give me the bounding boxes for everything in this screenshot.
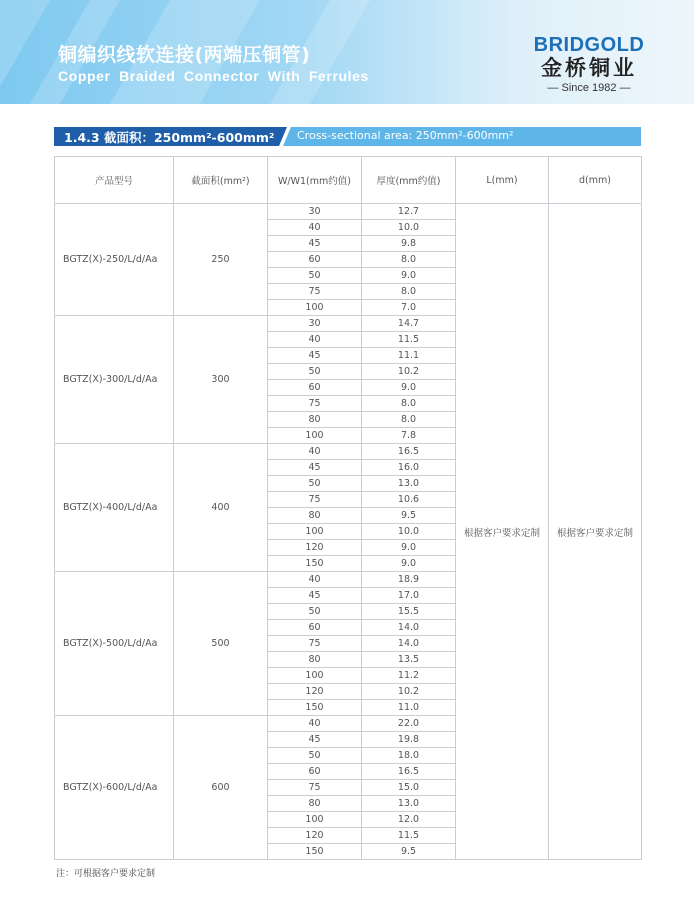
page-title-cn: 铜编织线软连接(两端压铜管) <box>58 44 311 66</box>
cell-area: 400 <box>174 444 268 572</box>
table-row <box>55 204 642 220</box>
column-header-width: W/W1(mm约值) <box>268 157 362 204</box>
cell-thickness: 7.8 <box>362 428 456 444</box>
cell-width: 50 <box>268 476 362 492</box>
section-heading <box>54 127 641 146</box>
cell-width: 45 <box>268 348 362 364</box>
cell-width: 60 <box>268 252 362 268</box>
cell-thickness: 11.0 <box>362 700 456 716</box>
cell-thickness: 9.8 <box>362 236 456 252</box>
cell-width: 80 <box>268 412 362 428</box>
cell-width: 50 <box>268 748 362 764</box>
page-title-en: Copper Braided Connector With Ferrules <box>58 68 369 84</box>
cell-thickness: 15.5 <box>362 604 456 620</box>
cell-thickness: 14.7 <box>362 316 456 332</box>
cell-width: 150 <box>268 700 362 716</box>
cell-thickness: 8.0 <box>362 412 456 428</box>
cell-area: 600 <box>174 716 268 860</box>
cell-length-custom: 根据客户要求定制 <box>456 204 549 860</box>
cell-model: BGTZ(X)-300/L/d/Aa <box>55 316 174 444</box>
section-title-cn: 1.4.3 截面积：250mm²-600mm² <box>64 130 275 145</box>
cell-thickness: 9.5 <box>362 844 456 860</box>
cell-model: BGTZ(X)-600/L/d/Aa <box>55 716 174 860</box>
cell-thickness: 13.0 <box>362 796 456 812</box>
column-header-length: L(mm) <box>456 157 549 204</box>
cell-thickness: 10.2 <box>362 684 456 700</box>
column-header-diameter: d(mm) <box>549 157 642 204</box>
cell-width: 120 <box>268 828 362 844</box>
table-header-row <box>55 157 642 204</box>
cell-width: 60 <box>268 380 362 396</box>
cell-width: 150 <box>268 556 362 572</box>
cell-width: 120 <box>268 540 362 556</box>
logo-since: — Since 1982 — <box>547 82 631 94</box>
cell-thickness: 9.0 <box>362 540 456 556</box>
cell-width: 75 <box>268 636 362 652</box>
cell-width: 45 <box>268 236 362 252</box>
column-header-thickness: 厚度(mm约值) <box>362 157 456 204</box>
cell-area: 300 <box>174 316 268 444</box>
cell-width: 100 <box>268 428 362 444</box>
cell-thickness: 7.0 <box>362 300 456 316</box>
cell-thickness: 17.0 <box>362 588 456 604</box>
cell-width: 60 <box>268 620 362 636</box>
cell-width: 120 <box>268 684 362 700</box>
cell-thickness: 11.5 <box>362 828 456 844</box>
cell-thickness: 11.1 <box>362 348 456 364</box>
cell-width: 50 <box>268 364 362 380</box>
column-header-model: 产品型号 <box>55 157 174 204</box>
cell-width: 45 <box>268 460 362 476</box>
cell-model: BGTZ(X)-500/L/d/Aa <box>55 572 174 716</box>
cell-diameter-custom: 根据客户要求定制 <box>549 204 642 860</box>
cell-thickness: 10.6 <box>362 492 456 508</box>
cell-thickness: 12.0 <box>362 812 456 828</box>
cell-width: 50 <box>268 604 362 620</box>
cell-thickness: 19.8 <box>362 732 456 748</box>
cell-width: 40 <box>268 572 362 588</box>
cell-thickness: 13.0 <box>362 476 456 492</box>
cell-width: 100 <box>268 668 362 684</box>
cell-thickness: 22.0 <box>362 716 456 732</box>
cell-width: 100 <box>268 300 362 316</box>
cell-thickness: 10.0 <box>362 220 456 236</box>
cell-model: BGTZ(X)-250/L/d/Aa <box>55 204 174 316</box>
cell-width: 45 <box>268 588 362 604</box>
cell-thickness: 11.5 <box>362 332 456 348</box>
cell-thickness: 9.0 <box>362 556 456 572</box>
cell-width: 30 <box>268 204 362 220</box>
cell-thickness: 18.9 <box>362 572 456 588</box>
footnote: 注：可根据客户要求定制 <box>56 869 156 879</box>
cell-width: 75 <box>268 492 362 508</box>
cell-thickness: 8.0 <box>362 284 456 300</box>
cell-width: 30 <box>268 316 362 332</box>
cell-thickness: 10.0 <box>362 524 456 540</box>
spec-table <box>54 156 642 860</box>
cell-width: 100 <box>268 524 362 540</box>
cell-width: 40 <box>268 716 362 732</box>
cell-thickness: 14.0 <box>362 620 456 636</box>
section-title-en: Cross-sectional area: 250mm²-600mm² <box>297 129 514 142</box>
cell-thickness: 9.0 <box>362 268 456 284</box>
cell-thickness: 9.0 <box>362 380 456 396</box>
cell-width: 45 <box>268 732 362 748</box>
cell-thickness: 18.0 <box>362 748 456 764</box>
cell-thickness: 8.0 <box>362 252 456 268</box>
cell-width: 40 <box>268 332 362 348</box>
cell-thickness: 8.0 <box>362 396 456 412</box>
cell-thickness: 10.2 <box>362 364 456 380</box>
cell-area: 500 <box>174 572 268 716</box>
cell-thickness: 16.0 <box>362 460 456 476</box>
cell-thickness: 13.5 <box>362 652 456 668</box>
cell-width: 150 <box>268 844 362 860</box>
cell-width: 40 <box>268 220 362 236</box>
cell-thickness: 12.7 <box>362 204 456 220</box>
page-header <box>0 0 694 104</box>
cell-thickness: 11.2 <box>362 668 456 684</box>
cell-width: 80 <box>268 652 362 668</box>
cell-thickness: 15.0 <box>362 780 456 796</box>
cell-thickness: 16.5 <box>362 764 456 780</box>
cell-width: 60 <box>268 764 362 780</box>
cell-model: BGTZ(X)-400/L/d/Aa <box>55 444 174 572</box>
logo-brand-cn: 金桥铜业 <box>541 56 637 80</box>
cell-thickness: 14.0 <box>362 636 456 652</box>
logo-brand-en: BRIDGOLD <box>533 34 645 56</box>
cell-thickness: 9.5 <box>362 508 456 524</box>
cell-thickness: 16.5 <box>362 444 456 460</box>
cell-width: 50 <box>268 268 362 284</box>
cell-width: 75 <box>268 780 362 796</box>
cell-width: 80 <box>268 508 362 524</box>
cell-width: 75 <box>268 284 362 300</box>
cell-width: 40 <box>268 444 362 460</box>
cell-width: 100 <box>268 812 362 828</box>
column-header-area: 截面积(mm²) <box>174 157 268 204</box>
cell-width: 75 <box>268 396 362 412</box>
company-logo <box>533 34 645 96</box>
cell-area: 250 <box>174 204 268 316</box>
cell-width: 80 <box>268 796 362 812</box>
